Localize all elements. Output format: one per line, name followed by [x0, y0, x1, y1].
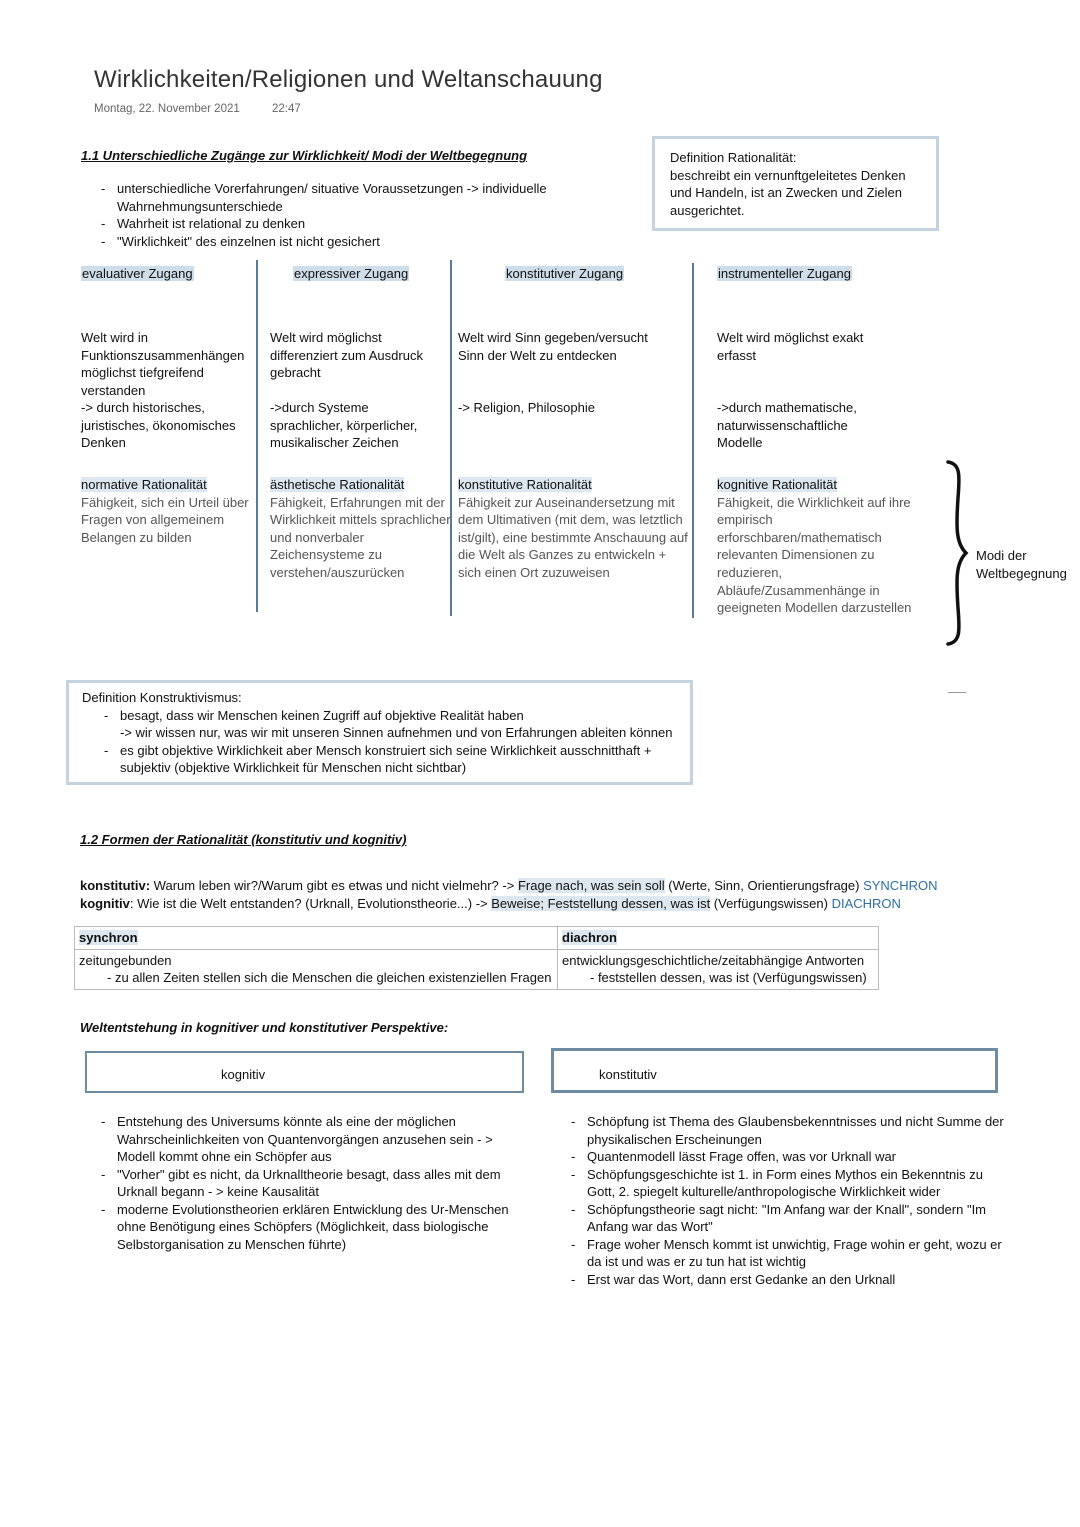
column-heading: konstitutiver Zugang — [506, 266, 624, 281]
line-tag: SYNCHRON — [863, 878, 938, 893]
divider — [948, 692, 966, 693]
list-item: - moderne Evolutionstheorien erklären Entwicklung des Ur-Menschen ohne Benötigung eines Schöpfers (Möglichkeit, dass biologische Selbstorganisation zu Menschen führte) — [97, 1201, 527, 1254]
rationality-heading: kognitive Rationalität — [717, 477, 837, 492]
cognitive-box — [85, 1051, 524, 1093]
list-item-text: besagt, dass wir Menschen keinen Zugriff auf objektive Realität haben — [120, 707, 524, 723]
column-text: Welt wird in Funktionszusammenhängen möglichst tiefgreifend verstanden — [81, 330, 245, 398]
column-expressive — [293, 265, 443, 283]
column-text: Welt wird möglichst differenziert zum Ausdruck gebracht — [270, 330, 423, 381]
list-item: - Schöpfungstheorie sagt nicht: "Im Anfang war der Knall", sondern "Im Anfang war das Wort" — [567, 1201, 1007, 1236]
table-cell — [558, 927, 879, 950]
list-item: - Schöpfungsgeschichte ist 1. in Form eines Mythos ein Bekenntnis zu Gott, 2. spiegelt kulturelle/anthropologische Wirklichkeit wider — [567, 1166, 1007, 1201]
page-date: Montag, 22. November 2021 — [94, 103, 240, 115]
list-item: - unterschiedliche Vorerfahrungen/ situative Voraussetzungen -> individuelle Wahrnehmungsunterschiede — [97, 180, 577, 215]
table-header: synchron — [79, 930, 138, 945]
column-text: ->durch mathematische, naturwissenschaftliche Modelle — [717, 400, 857, 451]
brace-label: Modi der Weltbegegnung — [976, 548, 1067, 581]
list-item — [100, 707, 677, 742]
definition-constructivism-title: Definition Konstruktivismus: — [82, 690, 242, 705]
section-1-heading: 1.1 Unterschiedliche Zugänge zur Wirklichkeit/ Modi der Weltbegegnung — [81, 148, 528, 163]
list-item: - es gibt objektive Wirklichkeit aber Mensch konstruiert sich seine Wirklichkeit ausschnitthaft + subjektiv (objektive Wirklichkeit für Menschen nicht sichtbar) — [100, 742, 677, 777]
box-label: kognitiv — [221, 1067, 266, 1082]
rationality-block — [270, 476, 452, 582]
table-text: entwicklungsgeschichtliche/zeitabhängige Antworten — [562, 952, 865, 968]
line-text: (Verfügungswissen) — [710, 896, 832, 911]
section-2-heading: 1.2 Formen der Rationalität (konstitutiv und kognitiv) — [80, 832, 407, 847]
rationality-text: Fähigkeit, Erfahrungen mit der Wirklichkeit mittels sprachlicher und nonverbaler Zeichensysteme zu verstehen/auszurücken — [270, 494, 451, 580]
column-evaluative — [81, 265, 251, 283]
column-constitutive — [505, 265, 665, 283]
column-heading: instrumenteller Zugang — [718, 266, 851, 281]
rationality-text: Fähigkeit zur Auseinandersetzung mit dem Ultimativen (mit dem, was letztlich ist/gilt), eine bestimmte Anschauung auf die Welt als Ganzes zu entwickeln + sich einen Ort zuzuweisen — [458, 494, 688, 580]
definition-rationality-box — [652, 136, 939, 231]
column-heading: expressiver Zugang — [294, 266, 409, 281]
table-cell — [75, 949, 558, 989]
box-label: konstitutiv — [599, 1067, 657, 1082]
cognitive-line — [80, 895, 1070, 913]
rationality-block — [81, 476, 253, 546]
definition-rationality-text: beschreibt ein vernunftgeleitetes Denken und Handeln, ist an Zwecken und Zielen ausgerichtet. — [670, 167, 906, 218]
line-text: Warum leben wir?/Warum gibt es etwas und nicht vielmehr? -> — [150, 878, 518, 893]
table-cell — [75, 927, 558, 950]
line-text: (Werte, Sinn, Orientierungsfrage) — [664, 878, 864, 893]
column-text: -> durch historisches, juristisches, ökonomisches Denken — [81, 400, 236, 451]
line-highlight: Beweise; Feststellung dessen, was ist — [491, 896, 711, 911]
table-cell — [558, 949, 879, 989]
column-heading: evaluativer Zugang — [82, 266, 193, 281]
list-item: - "Vorher" gibt es nicht, da Urknalltheorie besagt, dass alles mit dem Urknall begann - > keine Kausalität — [97, 1166, 527, 1201]
list-item: - Schöpfung ist Thema des Glaubensbekenntnisses und nicht Summe der physikalischen Erscheinungen — [567, 1113, 1007, 1148]
column-instrumental — [717, 265, 897, 283]
table-text: zeitungebunden — [79, 952, 172, 968]
list-item-subtext: -> wir wissen nur, was wir mit unseren Sinnen aufnehmen und von Erfahrungen ableiten können — [120, 725, 673, 741]
table-text: - feststellen dessen, was ist (Verfügungswissen) — [590, 970, 867, 985]
constitutive-box — [551, 1048, 998, 1093]
definition-rationality-title: Definition Rationalität: — [670, 150, 797, 165]
section-3-heading: Weltentstehung in kognitiver und konstitutiver Perspektive: — [80, 1020, 449, 1035]
line-highlight: Frage nach, was sein soll — [517, 878, 665, 893]
rationality-text: Fähigkeit, sich ein Urteil über Fragen von allgemeinem Belangen zu bilden — [81, 494, 249, 545]
rationality-heading: konstitutive Rationalität — [458, 477, 592, 492]
line-tag: DIACHRON — [831, 896, 901, 911]
cognitive-bullets — [97, 1113, 527, 1253]
column-divider — [256, 260, 258, 612]
column-text: -> Religion, Philosophie — [458, 400, 595, 415]
column-text: Welt wird möglichst exakt erfasst — [717, 330, 864, 363]
list-item: - Erst war das Wort, dann erst Gedanke an den Urknall — [567, 1271, 1007, 1289]
definition-constructivism-box — [66, 680, 693, 785]
list-item: - Wahrheit ist relational zu denken — [97, 215, 577, 233]
synchron-diachron-table — [74, 926, 879, 990]
table-row — [75, 927, 879, 950]
column-text: Welt wird Sinn gegeben/versucht Sinn der Welt zu entdecken — [458, 330, 648, 363]
page-title: Wirklichkeiten/Religionen und Weltanschauung — [94, 66, 603, 93]
table-row — [75, 949, 879, 989]
rationality-block — [717, 476, 932, 617]
constitutive-line — [80, 877, 1070, 895]
rationality-heading: normative Rationalität — [81, 477, 207, 492]
list-item: - Entstehung des Universums könnte als eine der möglichen Wahrscheinlichkeiten von Quantenvorgängen anzusehen sein - > Modell kommt ohne ein Schöpfer aus — [97, 1113, 527, 1166]
curly-brace-icon — [940, 458, 970, 648]
column-divider — [692, 263, 694, 618]
list-item: - Quantenmodell lässt Frage offen, was vor Urknall war — [567, 1148, 1007, 1166]
column-text: ->durch Systeme sprachlicher, körperlicher, musikalischer Zeichen — [270, 400, 418, 451]
line-text: : Wie ist die Welt entstanden? (Urknall, Evolutionstheorie...) -> — [129, 896, 492, 911]
table-text: - zu allen Zeiten stellen sich die Menschen die gleichen existenziellen Fragen — [107, 970, 552, 985]
table-header: diachron — [562, 930, 617, 945]
list-item: - "Wirklichkeit" des einzelnen ist nicht gesichert — [97, 233, 577, 251]
rationality-text: Fähigkeit, die Wirklichkeit auf ihre empirisch erforschbaren/mathematisch relevanten Dimensionen zu reduzieren, Abläufe/Zusammenhänge in geeigneten Modellen darzustellen — [717, 494, 912, 616]
list-item: - Frage woher Mensch kommt ist unwichtig, Frage wohin er geht, wozu er da ist und was er zu tun hat ist wichtig — [567, 1236, 1007, 1271]
section-1-bullets — [97, 180, 577, 250]
line-label: konstitutiv: — [80, 878, 151, 893]
definition-constructivism-list — [82, 707, 677, 777]
rationality-heading: ästhetische Rationalität — [270, 477, 405, 492]
rationality-block — [458, 476, 690, 582]
page-time: 22:47 — [272, 103, 301, 115]
line-label: kognitiv — [80, 896, 130, 911]
constitutive-bullets — [567, 1113, 1007, 1288]
